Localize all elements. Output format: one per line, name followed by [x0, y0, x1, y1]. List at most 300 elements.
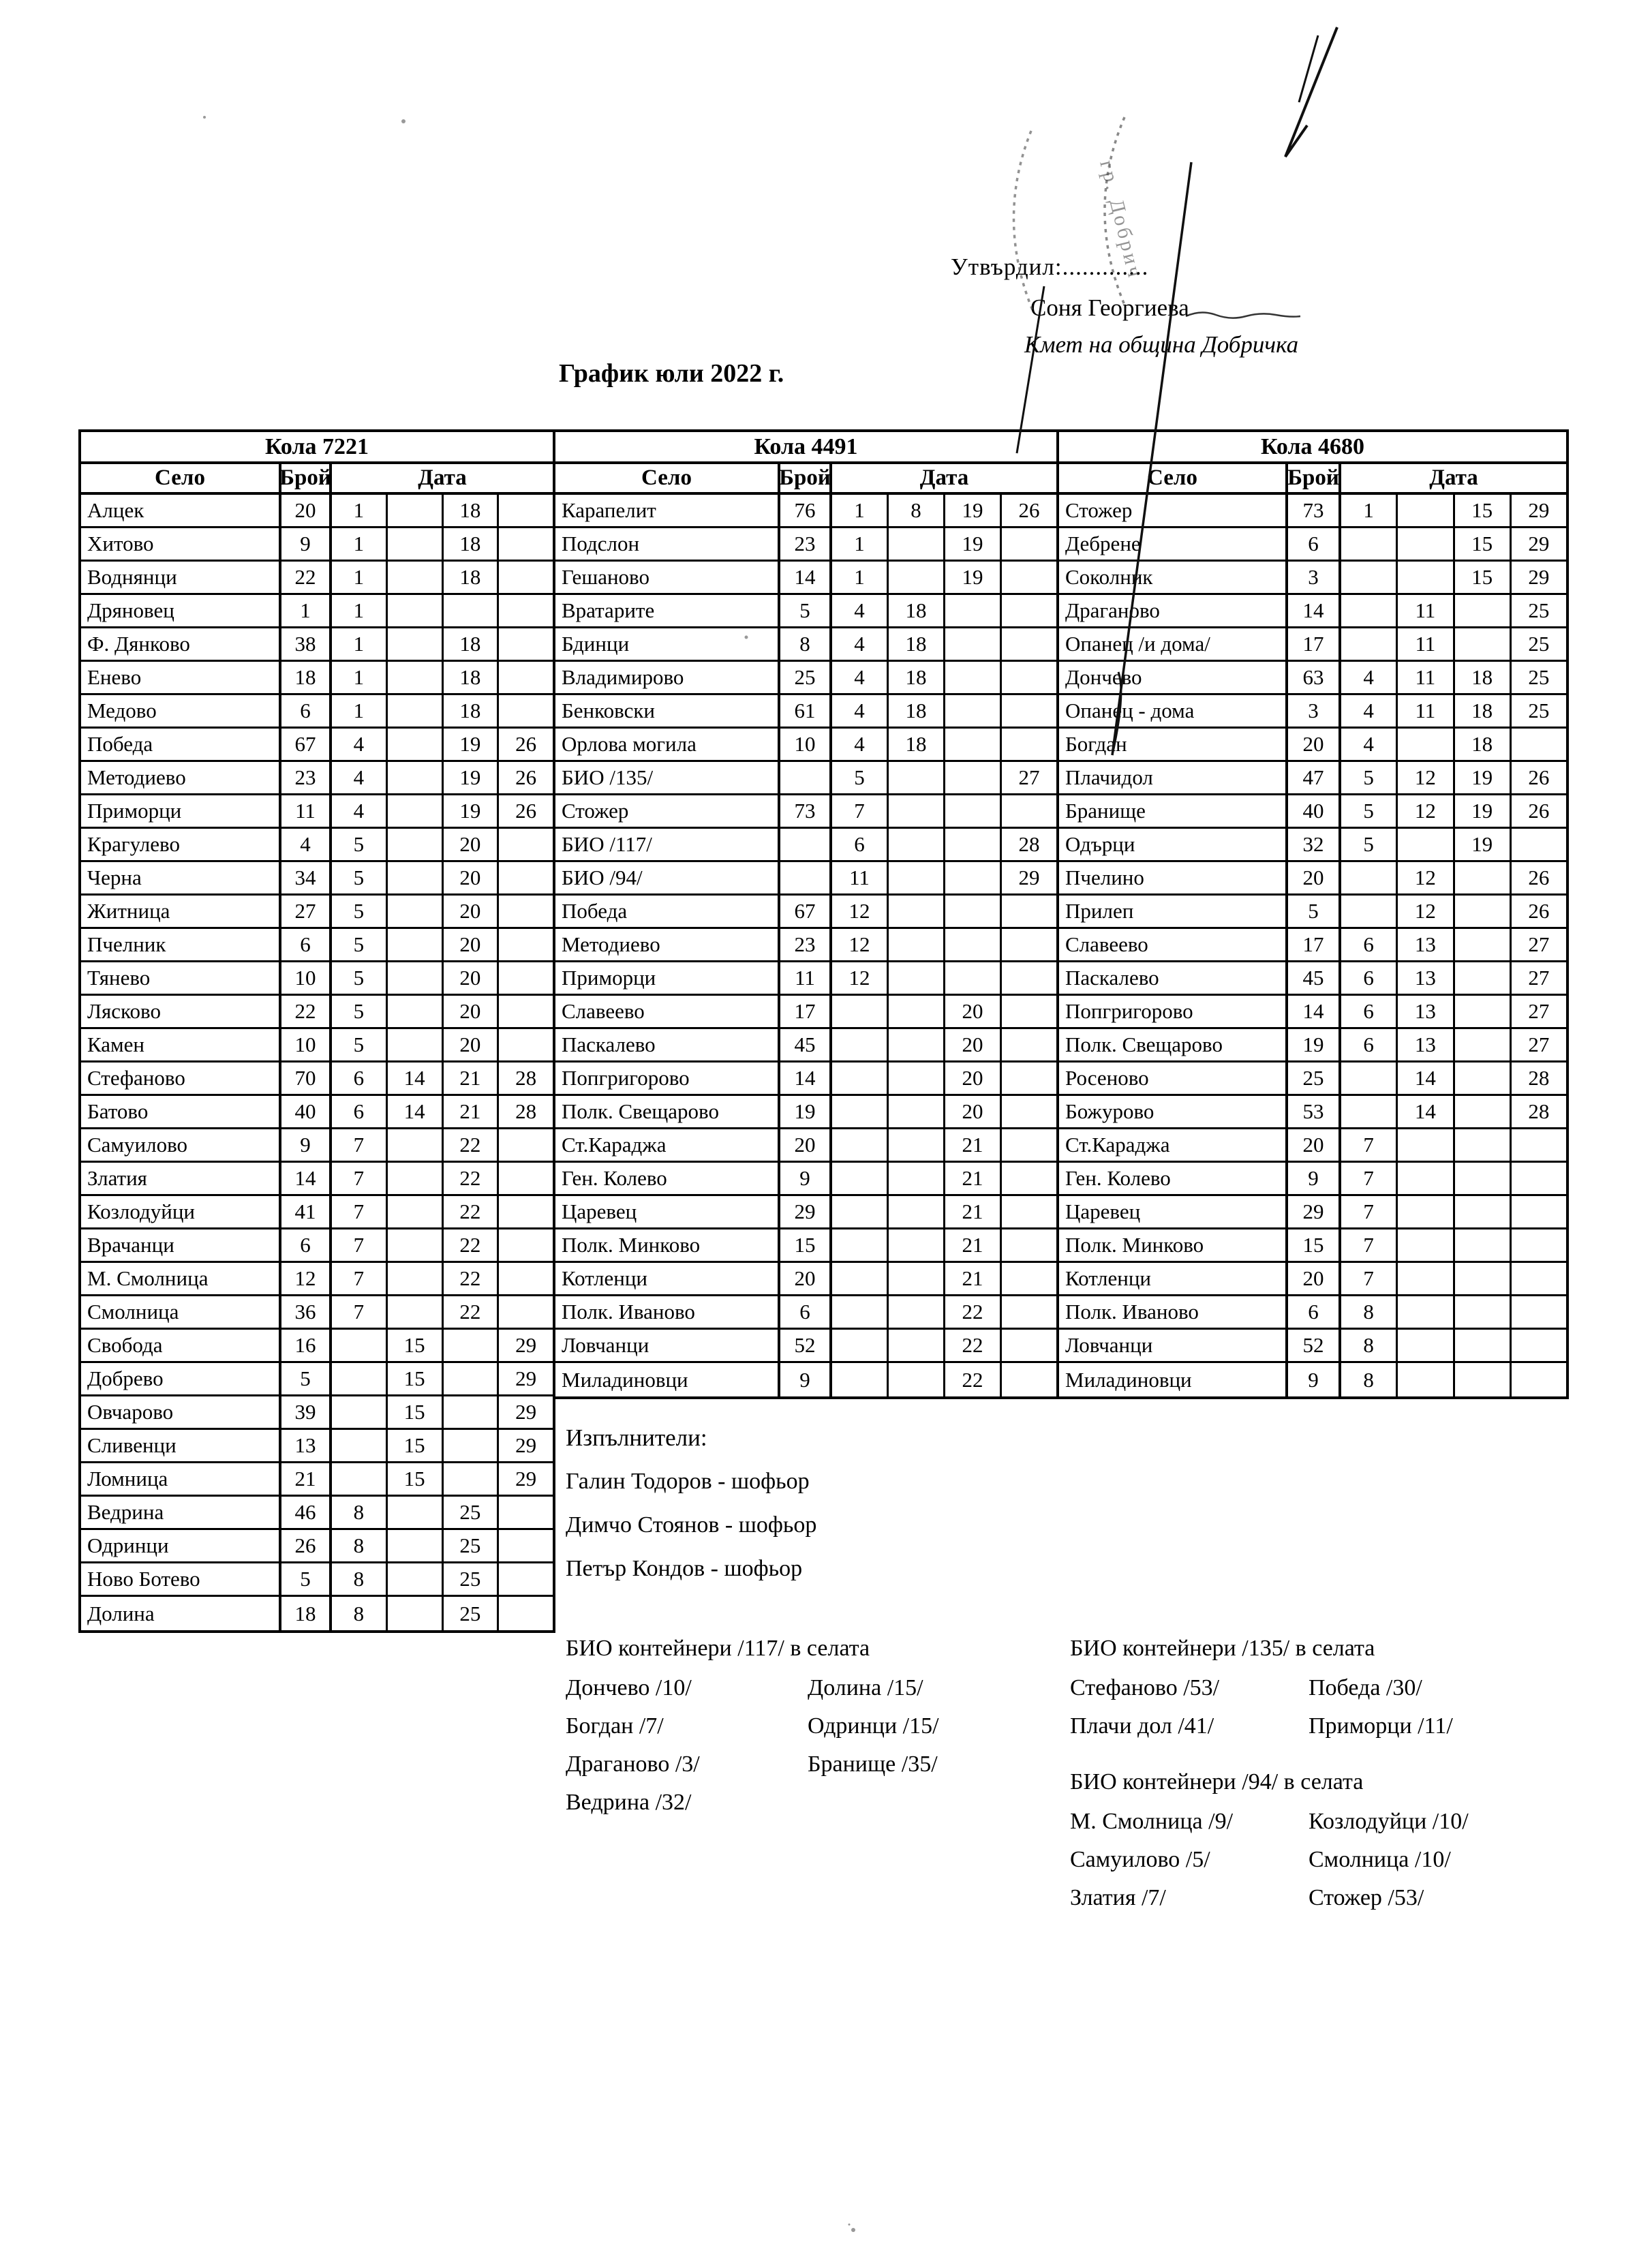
date-cell: 5: [332, 929, 388, 960]
village-cell: Ген. Колево: [555, 1163, 780, 1194]
date-cell: 12: [832, 929, 889, 960]
village-cell: Ст.Караджа: [1059, 1129, 1288, 1161]
date-cell: 21: [945, 1229, 1002, 1261]
date-cell: 5: [332, 962, 388, 994]
date-cell: [1455, 896, 1512, 927]
date-cell: 8: [889, 495, 945, 526]
count-cell: 5: [780, 595, 832, 626]
table-row: [1059, 662, 1566, 695]
table-row: [555, 1196, 1056, 1229]
date-cell: 19: [1455, 795, 1512, 827]
date-cell: [388, 795, 444, 827]
date-cell: 14: [388, 1063, 444, 1094]
count-cell: 20: [780, 1129, 832, 1161]
date-cell: 19: [945, 495, 1002, 526]
count-cell: 14: [780, 562, 832, 593]
date-cell: [499, 862, 553, 893]
date-cell: 8: [1341, 1330, 1398, 1361]
table-row: [555, 862, 1056, 896]
table-row: [1059, 1330, 1566, 1363]
date-cell: 18: [1455, 729, 1512, 760]
date-cell: [499, 996, 553, 1027]
count-cell: 19: [1288, 1029, 1341, 1060]
count-cell: 27: [281, 896, 332, 927]
village-cell: Врачанци: [81, 1229, 281, 1261]
village-cell: БИО /135/: [555, 762, 780, 793]
date-cell: 4: [832, 695, 889, 727]
date-cell: 7: [332, 1263, 388, 1294]
date-cell: 7: [1341, 1196, 1398, 1227]
count-cell: 45: [1288, 962, 1341, 994]
count-cell: 34: [281, 862, 332, 893]
table-row: [81, 962, 553, 996]
bio-item: Богдан /7/: [566, 1713, 664, 1739]
date-cell: 5: [332, 896, 388, 927]
date-cell: [1512, 1363, 1566, 1396]
date-cell: [1455, 929, 1512, 960]
count-cell: 16: [281, 1330, 332, 1361]
count-cell: 9: [281, 1129, 332, 1161]
date-cell: [889, 1330, 945, 1361]
date-cell: 21: [945, 1263, 1002, 1294]
count-cell: 19: [780, 1096, 832, 1127]
date-cell: 29: [1528, 565, 1550, 589]
village-cell: Попгригорово: [555, 1063, 780, 1094]
date-cell: 1: [332, 528, 388, 560]
date-cell: 29: [515, 1467, 537, 1491]
table-row: [81, 495, 553, 528]
date-cell: 7: [332, 1129, 388, 1161]
date-cell: [1512, 1129, 1566, 1161]
count-cell: 45: [780, 1029, 832, 1060]
date-cell: 25: [444, 1563, 500, 1595]
date-cell: [889, 1096, 945, 1127]
village-column-header: Село: [555, 464, 780, 492]
date-cell: 26: [1528, 765, 1550, 789]
count-cell: 23: [281, 762, 332, 793]
date-cell: [945, 962, 1002, 994]
village-cell: Опанец /и дома/: [1059, 628, 1288, 660]
approver-role: Кмет на община Добричка: [1024, 331, 1299, 358]
village-cell: Опанец - дома: [1059, 695, 1288, 727]
date-cell: [1398, 528, 1454, 560]
table-row: [555, 695, 1056, 729]
date-cell: [1398, 1163, 1454, 1194]
date-cell: 20: [444, 896, 500, 927]
table-row: [1059, 628, 1566, 662]
village-cell: Житница: [81, 896, 281, 927]
bio-block-title: БИО контейнери /94/ в селата: [1070, 1769, 1364, 1794]
date-cell: [1002, 528, 1056, 560]
date-cell: [1002, 929, 1056, 960]
date-cell: [499, 829, 553, 860]
village-cell: Енево: [81, 662, 281, 693]
table-row: [555, 729, 1056, 762]
date-cell: 4: [832, 595, 889, 626]
village-cell: Одърци: [1059, 829, 1288, 860]
date-cell: [832, 1330, 889, 1361]
date-cell: [1002, 996, 1056, 1027]
village-cell: Дряновец: [81, 595, 281, 626]
date-cell: [388, 896, 444, 927]
date-cell: 25: [1528, 632, 1550, 656]
date-cell: 26: [515, 732, 537, 756]
village-cell: Самуилово: [81, 1129, 281, 1161]
count-cell: 63: [1288, 662, 1341, 693]
count-cell: 46: [281, 1497, 332, 1528]
village-cell: Стожер: [555, 795, 780, 827]
date-cell: [889, 896, 945, 927]
date-cell: [1002, 1129, 1056, 1161]
date-cell: 1: [332, 595, 388, 626]
date-cell: [444, 1363, 500, 1394]
date-cell: [1398, 1229, 1454, 1261]
village-cell: Батово: [81, 1096, 281, 1127]
count-cell: 41: [281, 1196, 332, 1227]
village-cell: Методиево: [81, 762, 281, 793]
date-cell: 14: [1398, 1063, 1454, 1094]
date-cell: [388, 829, 444, 860]
date-cell: 20: [444, 962, 500, 994]
approval-label: Утвърдил:.............: [951, 254, 1149, 280]
date-cell: [388, 595, 444, 626]
date-cell: [832, 1163, 889, 1194]
bio-item: Златия /7/: [1070, 1885, 1166, 1910]
bio-item: Драганово /3/: [566, 1752, 700, 1777]
date-cell: 14: [1398, 1096, 1454, 1127]
date-cell: 29: [515, 1333, 537, 1357]
table-row: [81, 1063, 553, 1096]
table-row: [1059, 729, 1566, 762]
date-cell: 12: [1398, 862, 1454, 893]
date-cell: 1: [1341, 495, 1398, 526]
count-cell: 20: [780, 1263, 832, 1294]
table-row: [81, 1196, 553, 1229]
date-cell: [1455, 1229, 1512, 1261]
count-cell: 20: [1288, 1263, 1341, 1294]
village-cell: Полк. Иваново: [1059, 1296, 1288, 1328]
date-cell: 6: [332, 1063, 388, 1094]
date-cell: [1455, 962, 1512, 994]
count-cell: 14: [1288, 595, 1341, 626]
table-row: [1059, 862, 1566, 896]
date-cell: [1455, 628, 1512, 660]
date-cell: [1002, 1263, 1056, 1294]
count-cell: 3: [1288, 562, 1341, 593]
date-cell: 1: [332, 695, 388, 727]
date-cell: 22: [444, 1163, 500, 1194]
date-cell: [1002, 1196, 1056, 1227]
date-cell: 29: [515, 1366, 537, 1390]
date-cell: [1002, 595, 1056, 626]
date-cell: [1002, 1096, 1056, 1127]
date-cell: 15: [1455, 528, 1512, 560]
table-row: [81, 1463, 553, 1497]
date-cell: [1398, 495, 1454, 526]
date-cell: [1341, 862, 1398, 893]
date-cell: [499, 1163, 553, 1194]
date-cell: 27: [1528, 932, 1550, 956]
village-cell: Смолница: [81, 1296, 281, 1328]
date-cell: [499, 1229, 553, 1261]
date-cell: [388, 662, 444, 693]
date-cell: [1512, 1296, 1566, 1328]
date-cell: [1002, 896, 1056, 927]
date-cell: 8: [332, 1530, 388, 1561]
count-cell: 40: [1288, 795, 1341, 827]
village-cell: Воднянци: [81, 562, 281, 593]
village-cell: Паскалево: [1059, 962, 1288, 994]
date-cell: 20: [945, 996, 1002, 1027]
village-cell: Тянево: [81, 962, 281, 994]
schedule-tables: [78, 429, 1569, 1633]
car-table-title: Кола 4680: [1059, 432, 1566, 464]
table-row: [81, 1530, 553, 1563]
bio-item: Ведрина /32/: [566, 1790, 692, 1815]
village-cell: Златия: [81, 1163, 281, 1194]
village-cell: Ген. Колево: [1059, 1163, 1288, 1194]
date-cell: [1398, 1296, 1454, 1328]
village-cell: Свобода: [81, 1330, 281, 1361]
date-cell: 11: [832, 862, 889, 893]
table-row: [555, 896, 1056, 929]
date-cell: [832, 1363, 889, 1396]
count-cell: 73: [780, 795, 832, 827]
date-cell: [832, 1229, 889, 1261]
village-cell: Орлова могила: [555, 729, 780, 760]
count-cell: 26: [281, 1530, 332, 1561]
count-cell: 3: [1288, 695, 1341, 727]
date-cell: [499, 1196, 553, 1227]
car-table: [78, 429, 555, 1633]
table-row: [81, 762, 553, 795]
village-cell: Миладиновци: [555, 1363, 780, 1396]
date-cell: 18: [444, 695, 500, 727]
date-cell: 26: [1528, 866, 1550, 889]
count-cell: 25: [780, 662, 832, 693]
date-cell: 22: [945, 1296, 1002, 1328]
date-cell: 18: [444, 662, 500, 693]
count-cell: 9: [281, 528, 332, 560]
table-row: [81, 1497, 553, 1530]
date-cell: 29: [515, 1433, 537, 1457]
table-row: [81, 929, 553, 962]
car-table-title: Кола 4491: [555, 432, 1056, 464]
date-cell: 18: [444, 495, 500, 526]
date-cell: [499, 662, 553, 693]
date-cell: [1512, 1229, 1566, 1261]
count-cell: 21: [281, 1463, 332, 1495]
table-row: [1059, 1096, 1566, 1129]
village-cell: Подслон: [555, 528, 780, 560]
date-cell: [1455, 1163, 1512, 1194]
village-cell: Полк. Минково: [555, 1229, 780, 1261]
count-cell: 6: [281, 929, 332, 960]
date-cell: [332, 1463, 388, 1495]
count-cell: 9: [1288, 1163, 1341, 1194]
date-cell: 18: [444, 628, 500, 660]
table-row: [81, 795, 553, 829]
village-cell: Божурово: [1059, 1096, 1288, 1127]
date-cell: [444, 595, 500, 626]
date-cell: 26: [1018, 498, 1040, 522]
date-cell: [832, 1096, 889, 1127]
count-cell: 10: [281, 1029, 332, 1060]
count-cell: 76: [780, 495, 832, 526]
bio-block-title: БИО контейнери /117/ в селата: [566, 1636, 870, 1661]
bio-item: Долина /15/: [808, 1675, 923, 1700]
date-cell: 29: [1528, 532, 1550, 555]
date-cell: [945, 862, 1002, 893]
date-cell: 20: [444, 929, 500, 960]
date-cell: 4: [832, 729, 889, 760]
table-row: [81, 829, 553, 862]
count-cell: 13: [281, 1430, 332, 1461]
date-cell: [889, 795, 945, 827]
table-row: [1059, 762, 1566, 795]
village-cell: Славеево: [555, 996, 780, 1027]
table-row: [1059, 1363, 1566, 1396]
table-row: [555, 762, 1056, 795]
date-cell: 15: [388, 1463, 444, 1495]
village-cell: Царевец: [555, 1196, 780, 1227]
date-cell: [1455, 1063, 1512, 1094]
table-row: [81, 1363, 553, 1396]
table-row: [555, 662, 1056, 695]
village-cell: Сливенци: [81, 1430, 281, 1461]
table-row: [555, 562, 1056, 595]
village-cell: Приморци: [81, 795, 281, 827]
village-cell: Пчелник: [81, 929, 281, 960]
village-cell: БИО /94/: [555, 862, 780, 893]
date-cell: [889, 1363, 945, 1396]
village-cell: Росеново: [1059, 1063, 1288, 1094]
count-column-header: Брой: [780, 464, 832, 492]
date-cell: 25: [444, 1597, 500, 1630]
count-cell: 52: [780, 1330, 832, 1361]
count-cell: 39: [281, 1396, 332, 1428]
table-row: [1059, 1029, 1566, 1063]
date-cell: 8: [332, 1497, 388, 1528]
village-cell: Богдан: [1059, 729, 1288, 760]
count-cell: 5: [281, 1363, 332, 1394]
date-cell: 8: [1341, 1363, 1398, 1396]
date-cell: 7: [332, 1296, 388, 1328]
date-cell: [1398, 1263, 1454, 1294]
date-cell: [945, 929, 1002, 960]
count-cell: 10: [780, 729, 832, 760]
table-row: [1059, 695, 1566, 729]
date-cell: 15: [388, 1430, 444, 1461]
village-cell: Приморци: [555, 962, 780, 994]
table-row: [81, 1229, 553, 1263]
date-cell: 26: [1528, 799, 1550, 823]
date-cell: [1002, 1330, 1056, 1361]
date-cell: 26: [515, 799, 537, 823]
page-title: График юли 2022 г.: [559, 359, 784, 388]
count-cell: 15: [1288, 1229, 1341, 1261]
count-cell: 9: [780, 1163, 832, 1194]
date-cell: [388, 628, 444, 660]
count-column-header: Брой: [1288, 464, 1341, 492]
count-cell: 25: [1288, 1063, 1341, 1094]
date-cell: [889, 929, 945, 960]
date-cell: 1: [832, 562, 889, 593]
date-cell: [1341, 595, 1398, 626]
count-cell: 17: [1288, 929, 1341, 960]
count-column-header: Брой: [281, 464, 332, 492]
date-cell: [1002, 1296, 1056, 1328]
village-cell: Камен: [81, 1029, 281, 1060]
village-cell: Дончево: [1059, 662, 1288, 693]
date-cell: 5: [1341, 829, 1398, 860]
date-cell: 27: [1528, 966, 1550, 990]
count-cell: 22: [281, 562, 332, 593]
date-cell: [388, 762, 444, 793]
count-cell: 23: [780, 528, 832, 560]
count-cell: 29: [780, 1196, 832, 1227]
date-cell: [832, 1296, 889, 1328]
date-cell: [388, 862, 444, 893]
date-cell: 4: [1341, 729, 1398, 760]
date-cell: [444, 1463, 500, 1495]
date-cell: [1002, 795, 1056, 827]
date-cell: 8: [1341, 1296, 1398, 1328]
date-cell: [1341, 528, 1398, 560]
date-cell: 5: [332, 996, 388, 1027]
village-cell: Ведрина: [81, 1497, 281, 1528]
date-cell: 1: [832, 528, 889, 560]
village-cell: Владимирово: [555, 662, 780, 693]
date-cell: [1398, 1330, 1454, 1361]
date-cell: [1002, 1063, 1056, 1094]
table-row: [81, 628, 553, 662]
date-cell: [1455, 996, 1512, 1027]
table-row: [81, 729, 553, 762]
date-cell: 4: [332, 729, 388, 760]
table-row: [1059, 829, 1566, 862]
count-cell: 20: [1288, 862, 1341, 893]
bio-block-title: БИО контейнери /135/ в селата: [1070, 1636, 1375, 1661]
table-row: [555, 1330, 1056, 1363]
date-cell: 22: [945, 1363, 1002, 1396]
table-row: [81, 1330, 553, 1363]
date-cell: 22: [444, 1196, 500, 1227]
village-cell: Ловчанци: [1059, 1330, 1288, 1361]
village-cell: Дебрене: [1059, 528, 1288, 560]
bio-item: Бранище /35/: [808, 1752, 938, 1777]
date-cell: [832, 1263, 889, 1294]
date-cell: 6: [1341, 1029, 1398, 1060]
village-cell: Плачидол: [1059, 762, 1288, 793]
date-cell: [1341, 628, 1398, 660]
table-row: [81, 862, 553, 896]
count-cell: 18: [281, 1597, 332, 1630]
car-table-title: Кола 7221: [81, 432, 553, 464]
date-cell: [1455, 1296, 1512, 1328]
date-cell: [1002, 695, 1056, 727]
date-cell: 7: [1341, 1129, 1398, 1161]
village-column-header: Село: [1059, 464, 1288, 492]
date-cell: [499, 1497, 553, 1528]
date-cell: [1341, 1063, 1398, 1094]
bio-item: Козлодуйци /10/: [1309, 1809, 1469, 1834]
table-row: [1059, 1263, 1566, 1296]
bio-item: Смолница /10/: [1309, 1847, 1451, 1872]
bio-item: Одринци /15/: [808, 1713, 939, 1739]
date-cell: 15: [388, 1396, 444, 1428]
village-cell: Ново Ботево: [81, 1563, 281, 1595]
